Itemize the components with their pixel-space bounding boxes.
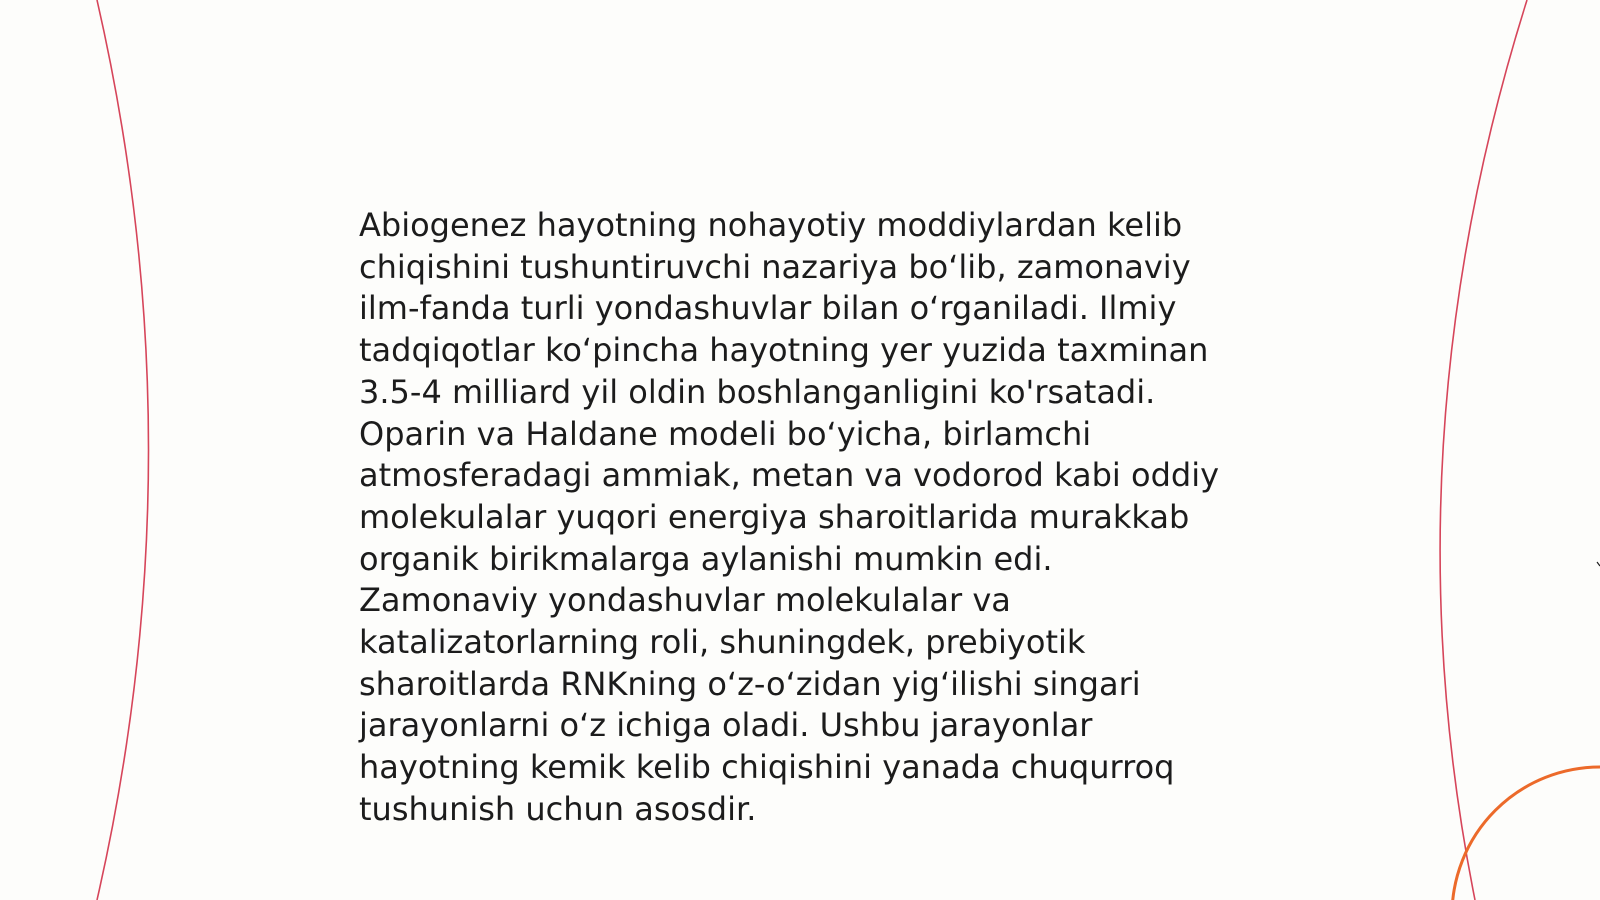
paragraph-line-9: organik birikmalarga aylanishi mumkin edi.: [359, 539, 1053, 578]
paragraph-line-15: tushunish uchun asosdir.: [359, 789, 757, 828]
orange-circle-outline: [1452, 767, 1600, 900]
paragraph-line-7: atmosferadagi ammiak, metan va vodorod kabi oddiy: [359, 456, 1220, 495]
paragraph-line-13: jarayonlarni o‘z ichiga oladi. Ushbu jarayonlar: [359, 706, 1093, 745]
paragraph-line-10: Zamonaviy yondashuvlar molekulalar va: [359, 581, 1011, 620]
paragraph-line-14: hayotning kemik kelib chiqishini yanada chuqurroq: [359, 748, 1175, 787]
body-paragraph: [359, 205, 1239, 831]
paragraph-line-2: chiqishini tushuntiruvchi nazariya bo‘lib, zamonaviy: [359, 247, 1191, 286]
paragraph-line-8: molekulalar yuqori energiya sharoitlarida murakkab: [359, 497, 1190, 536]
paragraph-line-11: katalizatorlarning roli, shuningdek, prebiyotik: [359, 623, 1086, 662]
paragraph-line-3: ilm-fanda turli yondashuvlar bilan o‘rganiladi. Ilmiy: [359, 289, 1177, 328]
paragraph-line-5: 3.5-4 milliard yil oldin boshlanganligini ko'rsatadi.: [359, 372, 1156, 411]
paragraph-line-12: sharoitlarda RNKning o‘z-o‘zidan yig‘ilishi singari: [359, 664, 1141, 703]
right-arc: [1440, 0, 1527, 900]
paragraph-line-6: Oparin va Haldane modeli bo‘yicha, birlamchi: [359, 414, 1092, 453]
paragraph-line-4: tadqiqotlar ko‘pincha hayotning yer yuzida taxminan: [359, 331, 1209, 370]
paragraph-line-1: Abiogenez hayotning nohayotiy moddiylardan kelib: [359, 206, 1183, 244]
left-arc: [97, 0, 149, 900]
